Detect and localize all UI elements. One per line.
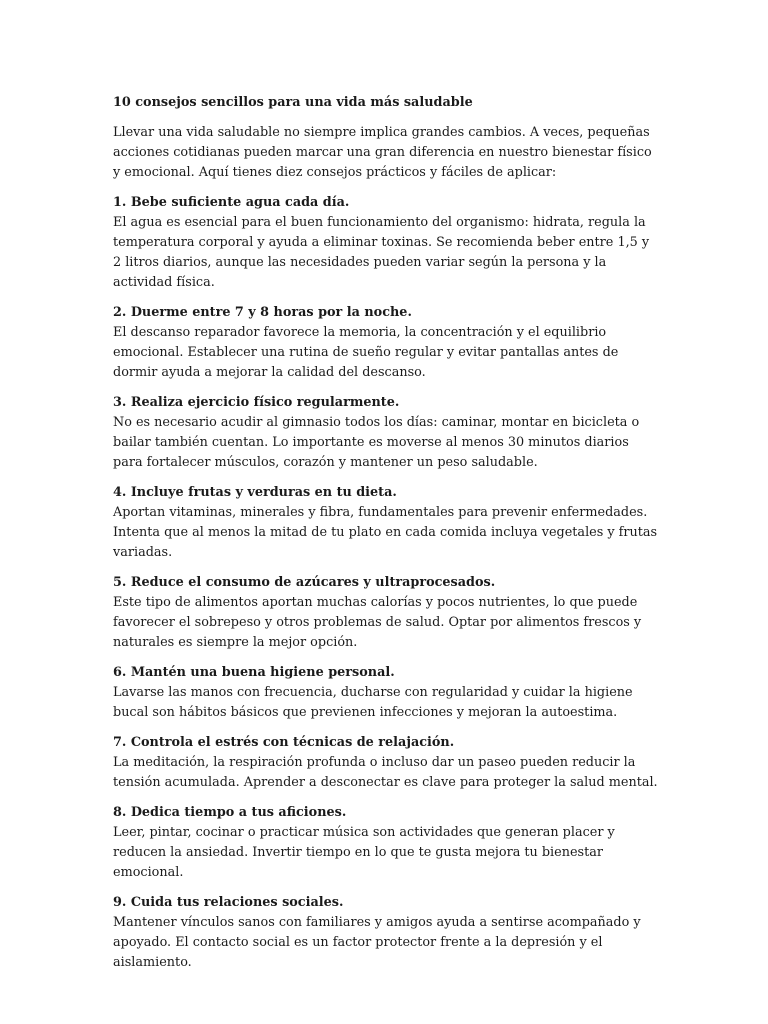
tip-heading: 7. Controla el estrés con técnicas de relajación.: [113, 735, 455, 750]
document-page: [113, 93, 661, 983]
tip-item: [113, 733, 661, 793]
tip-body: El descanso reparador favorece la memoria, la concentración y el equilibrio emocional. Establecer una rutina de sueño regular y evitar pantallas antes de dormir ayuda a mejorar la calidad del descanso.: [113, 325, 619, 380]
tip-body: Aportan vitaminas, minerales y fibra, fundamentales para prevenir enfermedades. Intenta que al menos la mitad de tu plato en cada comida incluya vegetales y frutas variadas.: [113, 505, 658, 560]
tip-item: [113, 803, 661, 883]
tip-heading: 4. Incluye frutas y verduras en tu dieta.: [113, 485, 397, 500]
tip-body: Mantener vínculos sanos con familiares y amigos ayuda a sentirse acompañado y apoyado. El contacto social es un factor protector frente a la depresión y el aislamiento.: [113, 915, 641, 970]
tip-body: La meditación, la respiración profunda o incluso dar un paseo pueden reducir la tensión acumulada. Aprender a desconectar es clave para proteger la salud mental.: [113, 755, 658, 790]
tip-heading: 3. Realiza ejercicio físico regularmente.: [113, 395, 400, 410]
tip-item: [113, 893, 661, 973]
tip-body: El agua es esencial para el buen funcionamiento del organismo: hidrata, regula la temperatura corporal y ayuda a eliminar toxinas. Se recomienda beber entre 1,5 y 2 litros diarios, aunque las necesidades pueden variar según la persona y la actividad física.: [113, 215, 650, 290]
tip-heading: 1. Bebe suficiente agua cada día.: [113, 195, 350, 210]
tip-body: Lavarse las manos con frecuencia, ducharse con regularidad y cuidar la higiene bucal son hábitos básicos que previenen infecciones y mejoran la autoestima.: [113, 685, 633, 720]
tip-heading: 2. Duerme entre 7 y 8 horas por la noche.: [113, 305, 412, 320]
tip-body: Leer, pintar, cocinar o practicar música son actividades que generan placer y reducen la ansiedad. Invertir tiempo en lo que te gusta mejora tu bienestar emocional.: [113, 825, 615, 880]
tip-heading: 6. Mantén una buena higiene personal.: [113, 665, 395, 680]
tip-heading: 5. Reduce el consumo de azúcares y ultraprocesados.: [113, 575, 496, 590]
tip-item: [113, 393, 661, 473]
tip-item: [113, 663, 661, 723]
tip-item: [113, 573, 661, 653]
document-title: 10 consejos sencillos para una vida más saludable: [113, 95, 473, 110]
tip-heading: 8. Dedica tiempo a tus aficiones.: [113, 805, 347, 820]
tip-item: [113, 193, 661, 293]
tip-item: [113, 303, 661, 383]
tip-item: [113, 483, 661, 563]
tip-heading: 9. Cuida tus relaciones sociales.: [113, 895, 344, 910]
tip-body: No es necesario acudir al gimnasio todos los días: caminar, montar en bicicleta o bailar también cuentan. Lo importante es moverse al menos 30 minutos diarios para fortalecer músculos, corazón y mantener un peso saludable.: [113, 415, 640, 470]
intro-paragraph: Llevar una vida saludable no siempre implica grandes cambios. A veces, pequeñas acciones cotidianas pueden marcar una gran diferencia en nuestro bienestar físico y emocional. Aquí tienes diez consejos prácticos y fáciles de aplicar:: [113, 125, 652, 180]
tip-body: Este tipo de alimentos aportan muchas calorías y pocos nutrientes, lo que puede favorecer el sobrepeso y otros problemas de salud. Optar por alimentos frescos y naturales es siempre la mejor opción.: [113, 595, 642, 650]
